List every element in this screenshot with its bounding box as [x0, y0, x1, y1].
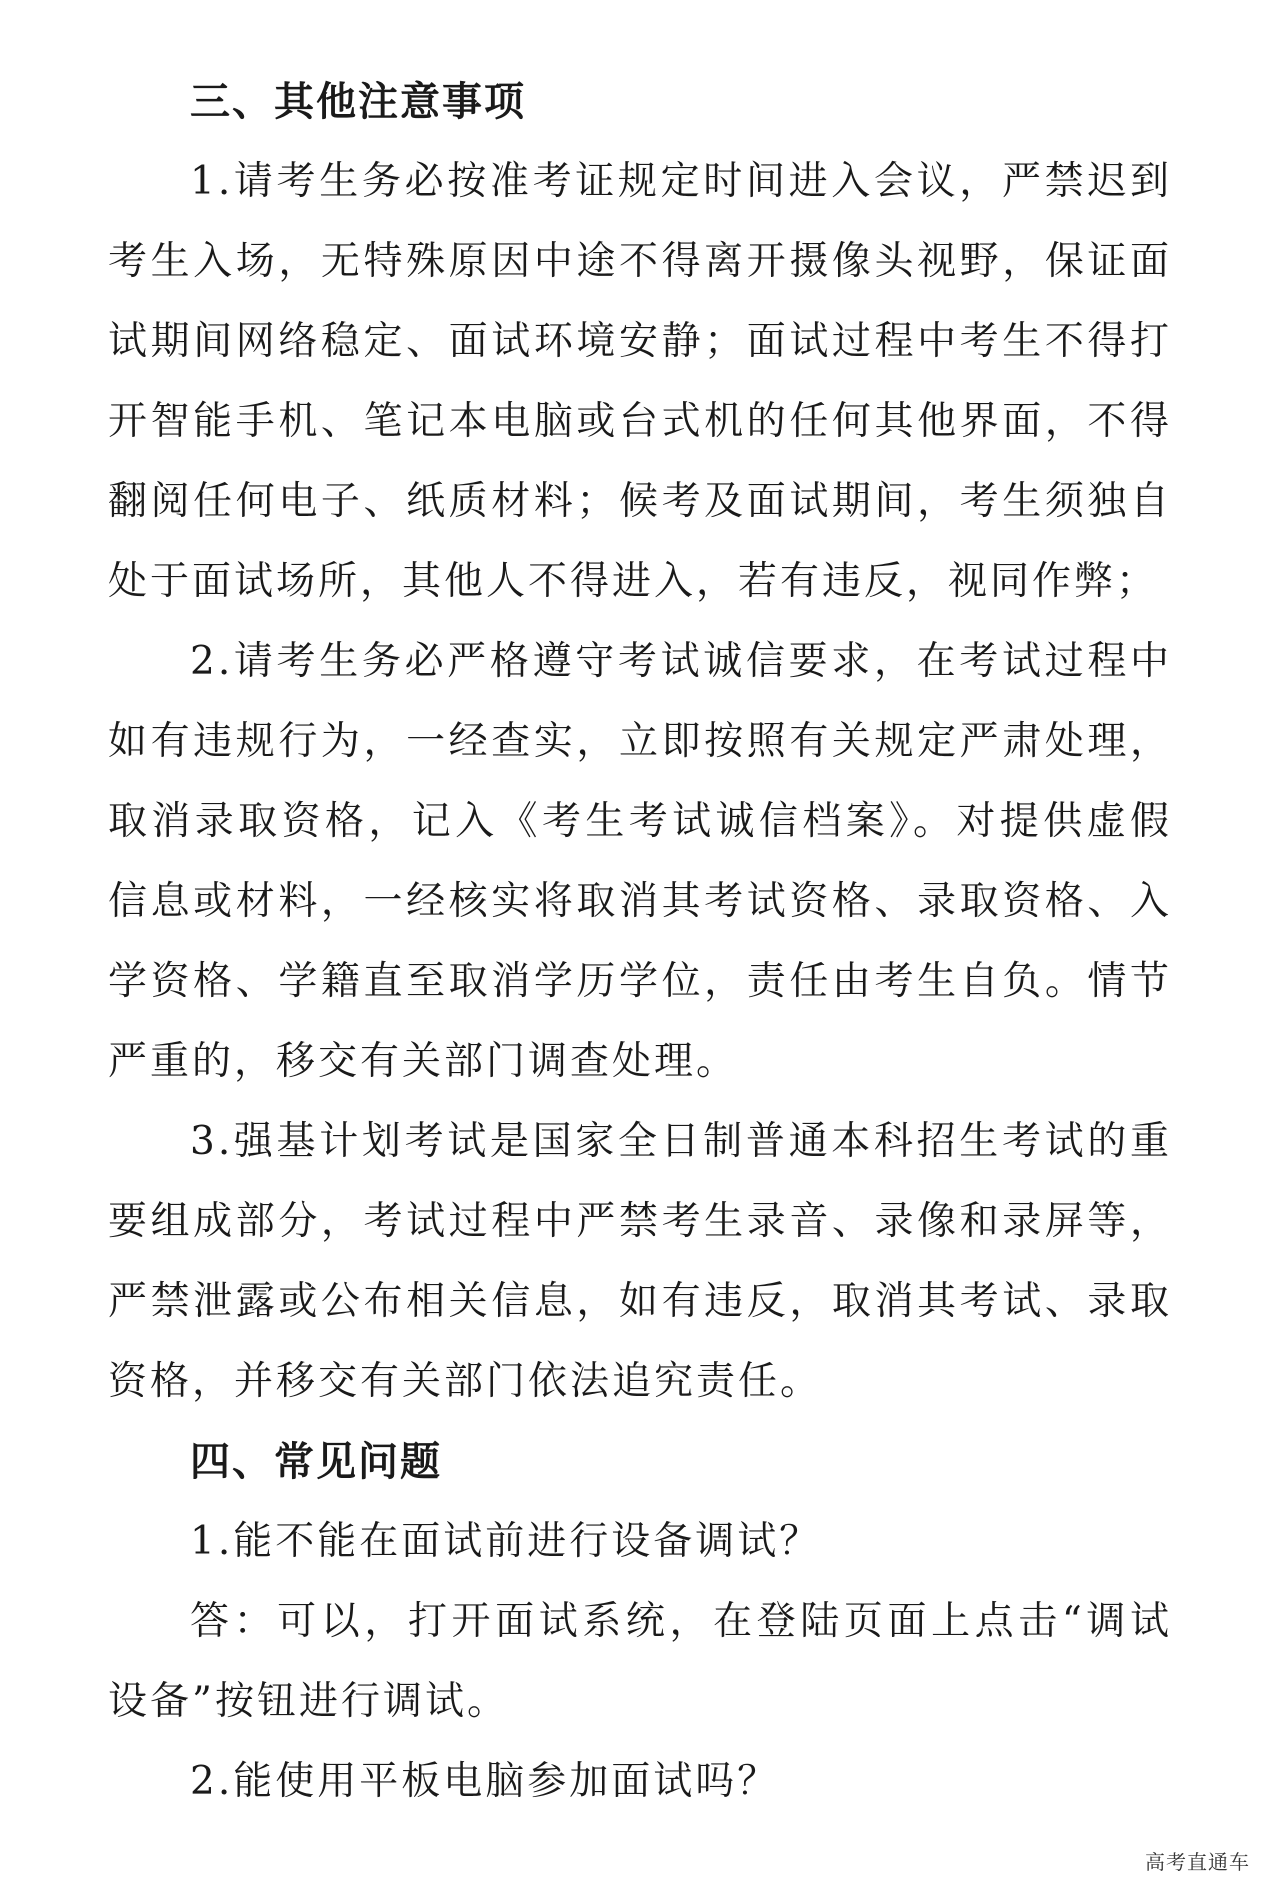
section-faq — [108, 1422, 1172, 1822]
section-other-notes — [108, 62, 1172, 1422]
section-heading: 三、其他注意事项 — [190, 79, 526, 125]
paragraph: 3.强基计划考试是国家全日制普通本科招生考试的重要组成部分，考试过程中严禁考生录音、录像和录屏等，严禁泄露或公布相关信息，如有违反，取消其考试、录取资格，并移交有关部门依法追究责任。 — [108, 1119, 1172, 1404]
faq-answer: 答：可以，打开面试系统，在登陆页面上点击“调试设备”按钮进行调试。 — [108, 1599, 1172, 1724]
section-heading: 四、常见问题 — [190, 1439, 442, 1485]
faq-question: 1.能不能在面试前进行设备调试？ — [190, 1519, 822, 1564]
document-page — [108, 62, 1172, 1822]
paragraph: 1.请考生务必按准考证规定时间进入会议，严禁迟到考生入场，无特殊原因中途不得离开摄像头视野，保证面试期间网络稳定、面试环境安静；面试过程中考生不得打开智能手机、笔记本电脑或台式机的任何其他界面，不得翻阅任何电子、纸质材料；候考及面试期间，考生须独自处于面试场所，其他人不得进入，若有违反，视同作弊； — [108, 159, 1172, 604]
paragraph: 2.请考生务必严格遵守考试诚信要求，在考试过程中如有违规行为，一经查实，立即按照有关规定严肃处理，取消录取资格，记入《考生考试诚信档案》。对提供虚假信息或材料，一经核实将取消其考试资格、录取资格、入学资格、学籍直至取消学历学位，责任由考生自负。情节严重的，移交有关部门调查处理。 — [108, 639, 1172, 1084]
faq-question: 2.能使用平板电脑参加面试吗？ — [190, 1759, 780, 1804]
watermark: 高考直通车 — [1145, 1850, 1250, 1874]
